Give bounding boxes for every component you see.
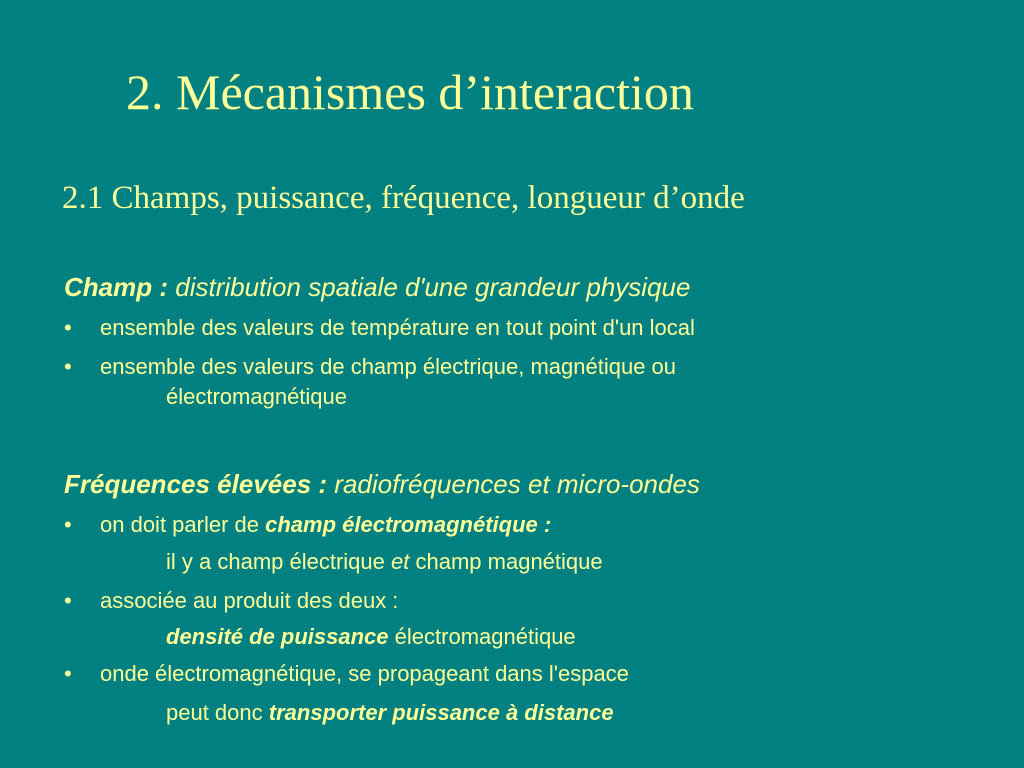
bullet: •: [64, 588, 72, 613]
slide-subtitle: 2.1 Champs, puissance, fréquence, longueur d’onde: [62, 180, 745, 216]
sub-text: champ magnétique: [415, 549, 603, 574]
definition-champ: distribution spatiale d'une grandeur physique: [175, 272, 691, 302]
slide-title: 2. Mécanismes d’interaction: [126, 64, 694, 120]
sub-text: peut donc: [166, 700, 263, 725]
emphasis-champ-em: champ électromagnétique :: [265, 512, 552, 537]
term-champ: Champ :: [64, 272, 168, 302]
sub-text: électromagnétique: [394, 624, 576, 649]
sub-line: [166, 699, 614, 727]
item-text: on doit parler de: [100, 512, 259, 537]
list-item-text: ensemble des valeurs de champ électrique, magnétique ou: [100, 354, 677, 379]
definition-frequences: radiofréquences et micro-ondes: [334, 469, 700, 499]
bullet: •: [64, 661, 72, 686]
sub-emphasis-transporter: transporter puissance à distance: [268, 700, 614, 725]
list-item-text: ensemble des valeurs de température en tout point d'un local: [100, 315, 695, 340]
list-item-text: [100, 511, 551, 539]
section-heading-champ: [64, 271, 690, 303]
list-item-continuation: électromagnétique: [166, 384, 348, 409]
section-heading-frequences: [64, 468, 700, 500]
list-item-text: associée au produit des deux :: [100, 588, 399, 613]
bullet: •: [64, 512, 72, 537]
sub-emphasis-densite: densité de puissance: [166, 624, 389, 649]
sub-emphasis-et: et: [391, 549, 410, 574]
list-item-text: onde électromagnétique, se propageant dans l'espace: [100, 661, 629, 686]
sub-line: [166, 623, 576, 651]
bullet: •: [64, 315, 72, 340]
bullet: •: [64, 354, 72, 379]
sub-text: il y a champ électrique: [166, 549, 385, 574]
term-frequences: Fréquences élevées :: [64, 469, 328, 499]
sub-line: [166, 548, 603, 576]
